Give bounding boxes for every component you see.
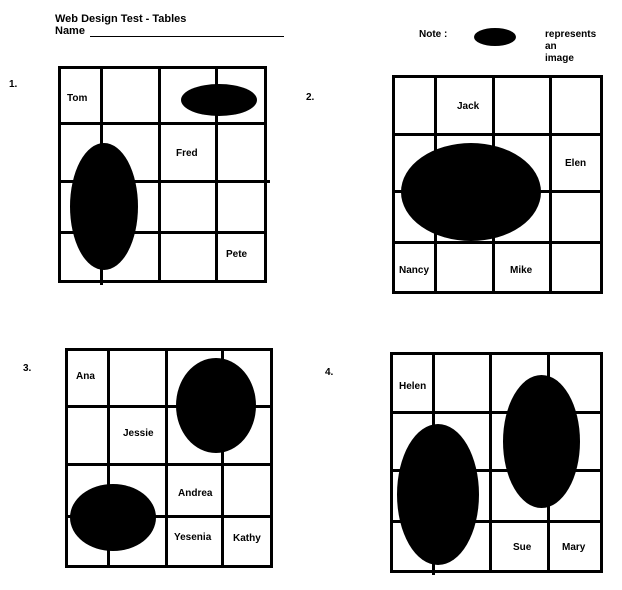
grid-line	[65, 463, 273, 466]
name-label: Name	[55, 25, 85, 37]
cell-name: Tom	[67, 93, 88, 104]
cell-name: Elen	[565, 158, 587, 169]
image-placeholder-oval	[70, 484, 156, 551]
note-label: Note :	[419, 29, 448, 40]
image-placeholder-oval	[503, 375, 580, 508]
image-placeholder-oval	[181, 84, 257, 116]
puzzle-3-number: 3.	[23, 363, 32, 374]
puzzle-4-number: 4.	[325, 367, 334, 378]
page-title: Web Design Test - Tables	[55, 13, 187, 25]
cell-name: Fred	[176, 148, 198, 159]
grid-line	[489, 352, 492, 573]
cell-name: Pete	[226, 249, 248, 260]
image-placeholder-oval	[397, 424, 479, 565]
image-placeholder-oval	[70, 143, 138, 270]
legend-text	[545, 29, 596, 65]
cell-name: Mike	[510, 265, 533, 276]
grid-line	[158, 66, 161, 283]
legend-line-3: image	[545, 53, 574, 64]
puzzle-2-number: 2.	[306, 92, 315, 103]
cell-name: Andrea	[178, 488, 213, 499]
image-oval-legend-icon	[474, 28, 516, 46]
cell-name: Ana	[76, 371, 95, 382]
cell-name: Jack	[457, 101, 480, 112]
image-placeholder-oval	[401, 143, 541, 241]
image-placeholder-oval	[176, 358, 256, 453]
cell-name: Kathy	[233, 533, 261, 544]
grid-line	[549, 75, 552, 294]
cell-name: Helen	[399, 381, 427, 392]
grid-line	[165, 348, 168, 568]
cell-name: Mary	[562, 542, 586, 553]
grid-line	[392, 241, 603, 244]
cell-name: Yesenia	[174, 532, 212, 543]
cell-name: Sue	[513, 542, 532, 553]
puzzle-1-number: 1.	[9, 79, 18, 90]
cell-name: Nancy	[399, 265, 430, 276]
cell-name: Jessie	[123, 428, 154, 439]
grid-line	[58, 122, 267, 125]
name-line	[90, 36, 284, 37]
legend-line-2: an	[545, 41, 557, 52]
legend-line-1: represents	[545, 29, 597, 40]
grid-line	[392, 133, 603, 136]
